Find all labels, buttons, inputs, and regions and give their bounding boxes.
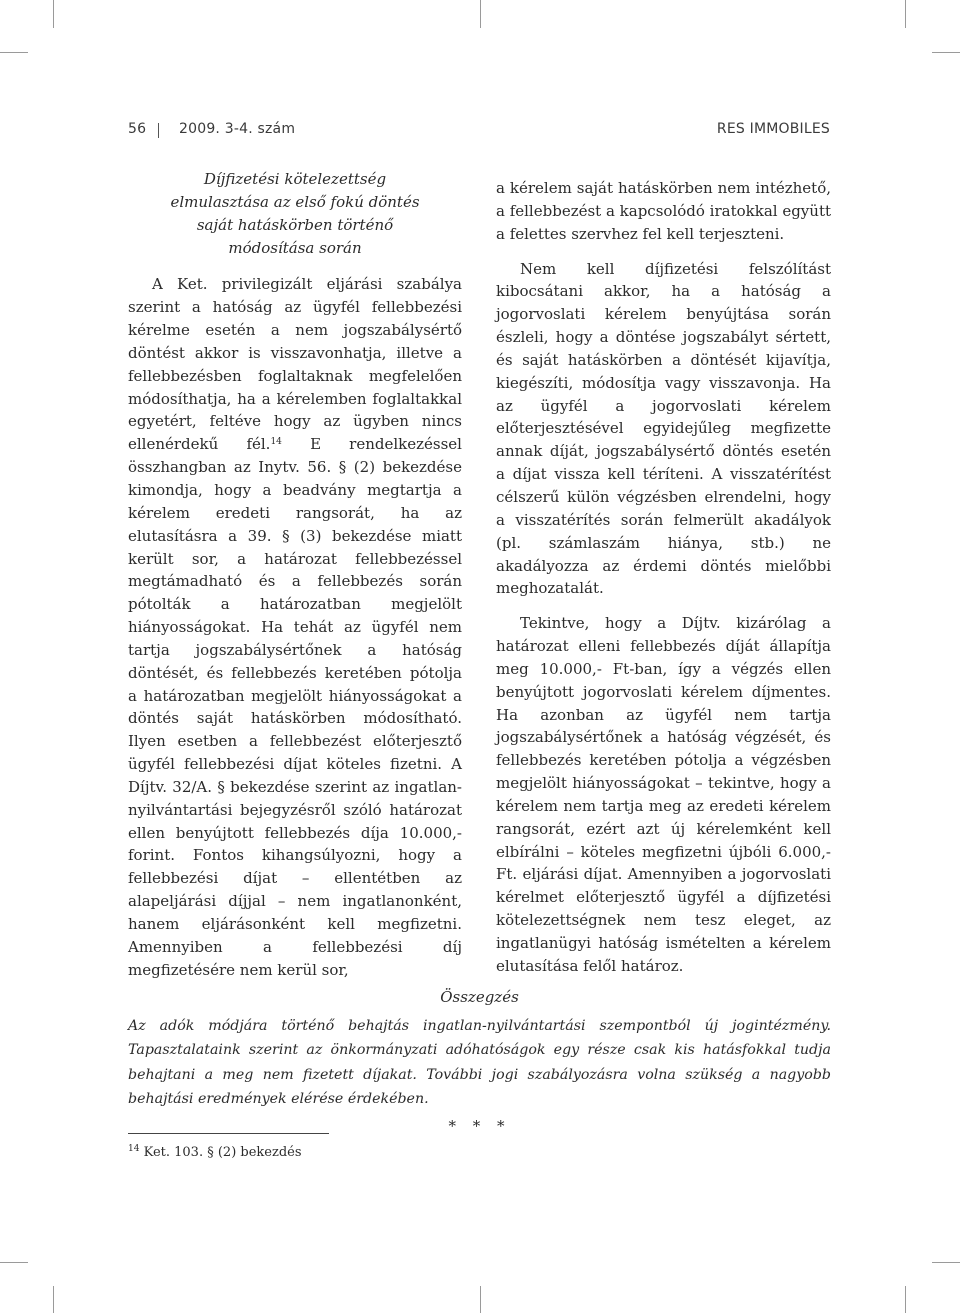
footnote-text: Ket. 103. § (2) bekezdés [143,1145,302,1160]
issue-label: 2009. 3-4. szám [179,121,296,137]
footnote-number: 14 [128,1144,140,1154]
summary-section [128,985,831,1138]
body-paragraph: a kérelem saját hatáskörben nem intézhető, a fellebbezést a kapcsolódó iratokkal együtt a felettes szervhez fel kell terjeszteni. [496,179,831,243]
crop-mark-top-left [53,0,54,28]
crop-mark-bottom-left [53,1286,54,1313]
section-heading: Díjfizetési kötelezettség elmulasztása az első fokú döntés saját hatáskörben történő módosítása során [170,170,420,257]
footnote-ref[interactable]: 14 [270,437,282,448]
footnote [128,1144,302,1160]
body-paragraph: Tekintve, hogy a Díjtv. kizárólag a határozat elleni fellebbezés díját állapítja meg 10.000,- Ft-ban, így a végzés ellen benyújtott jogorvoslati kérelem díjmentes. Ha azonban az ügyfél nem tartja jogszabálysértőnek a hatóság végzését, és fellebbezés keretében pótolja a végzésben megjelölt hiányosságokat – tekintve, hogy a kérelem nem tartja meg az eredeti kérelem rangsorát, ezért azt új kérelemként kell elbírálni – köteles megfizetni újbóli 6.000,- Ft. eljárási díjat. Amennyiben a jogorvoslati kérelmet előterjesztő ügyfél a díjfizetési kötelezettségnek nem tesz eleget, az ingatlanügyi hatóság ismételten a kérelem elutasítása felől határoz. [496,614,831,975]
summary-title: Összegzés [440,988,519,1006]
summary-text: Az adók módjára történő behajtás ingatlan-nyilvántartási szempontból új jogintézmény. Tapasztalataink szerint az önkormányzati adóhatóságok egy része csak kis hatásfokkal tudja behajtani a meg nem fizetett díjakat. További jogi szabályozásra volna szükség a nagyobb behajtási eredmények elérése érdekében. [128,1017,831,1107]
paragraph-text: E rendelkezéssel összhangban az Inytv. 56. § (2) bekezdése kimondja, hogy a beadvány megtartja a kérelem eredeti rangsorát, ha az elutasításra a 39. § (3) bekezdése miatt került sor, a határozat fellebbezéssel megtámadható és a fellebbezés során pótolták a határozatban megjelölt hiányosságokat. Ha tehát az ügyfél nem tartja jogszabálysértőnek a hatóság döntését, és fellebbezés keretében pótolja a határozatban megjelölt hiányosságokat a döntés saját hatáskörben módosítható. Ilyen esetben a fellebbezést előterjesztő ügyfél fellebbezési díjat köteles fizetni. A Díjtv. 32/A. § bekezdése szerint az ingatlan-nyilvántartási bejegyzésről szóló határozat ellen benyújtott fellebbezés díja 10.000,- forint. Fontos kihangsúlyozni, hogy a fellebbezési díjat – ellentétben az alapeljárási díjjal – nem ingatlanonként, hanem eljárásonként kell megfizetni. Amennyiben a fellebbezési díj megfizetésére nem kerül sor, [128,435,462,979]
right-column [496,177,831,978]
paragraph-text: A Ket. privilegizált eljárási szabálya szerint a hatóság az ügyfél fellebbezési kérelme esetén a nem jogszabálysértő döntést akkor is visszavonhatja, illetve a fellebbezésben foglaltaknak megfelelően módosíthatja, ha a kérelemben foglaltakkal egyetért, feltéve hogy az ügyben nincs ellenérdekű fél. [128,275,462,454]
crop-mark-bottom-right [905,1286,906,1313]
crop-mark-left-bottom [0,1262,28,1263]
page-number: 56 [128,121,147,137]
crop-mark-right-bottom [932,1262,960,1263]
left-column [128,168,462,982]
crop-mark-top-center [480,0,481,28]
section-end-stars: * * * [448,1116,511,1135]
crop-mark-left-top [0,52,28,53]
header-separator [158,123,159,138]
body-paragraph [128,273,462,981]
crop-mark-top-right [905,0,906,28]
crop-mark-right-top [932,52,960,53]
running-header [128,121,830,141]
body-paragraph: Nem kell díjfizetési felszólítást kibocsátani akkor, ha a hatóság a jogorvoslati kérelem benyújtása során észleli, hogy a döntése jogszabályt sértett, és saját hatáskörben a döntését kijavítja, kiegészíti, módosítja vagy visszavonja. Ha az ügyfél a jogorvoslati kérelem előterjesztésével egyidejűleg megfizette annak díját, jogszabálysértő döntés esetén a díjat vissza kell téríteni. A visszatérítést célszerű külön végzésben elrendelni, hogy a visszatérítés során felmerült akadályok (pl. számlaszám hiánya, stb.) ne akadályozza az érdemi döntés mielőbbi meghozatalát. [496,259,831,598]
journal-title: RES IMMOBILES [716,121,830,137]
crop-mark-bottom-center [480,1286,481,1313]
footnote-rule [128,1133,329,1134]
